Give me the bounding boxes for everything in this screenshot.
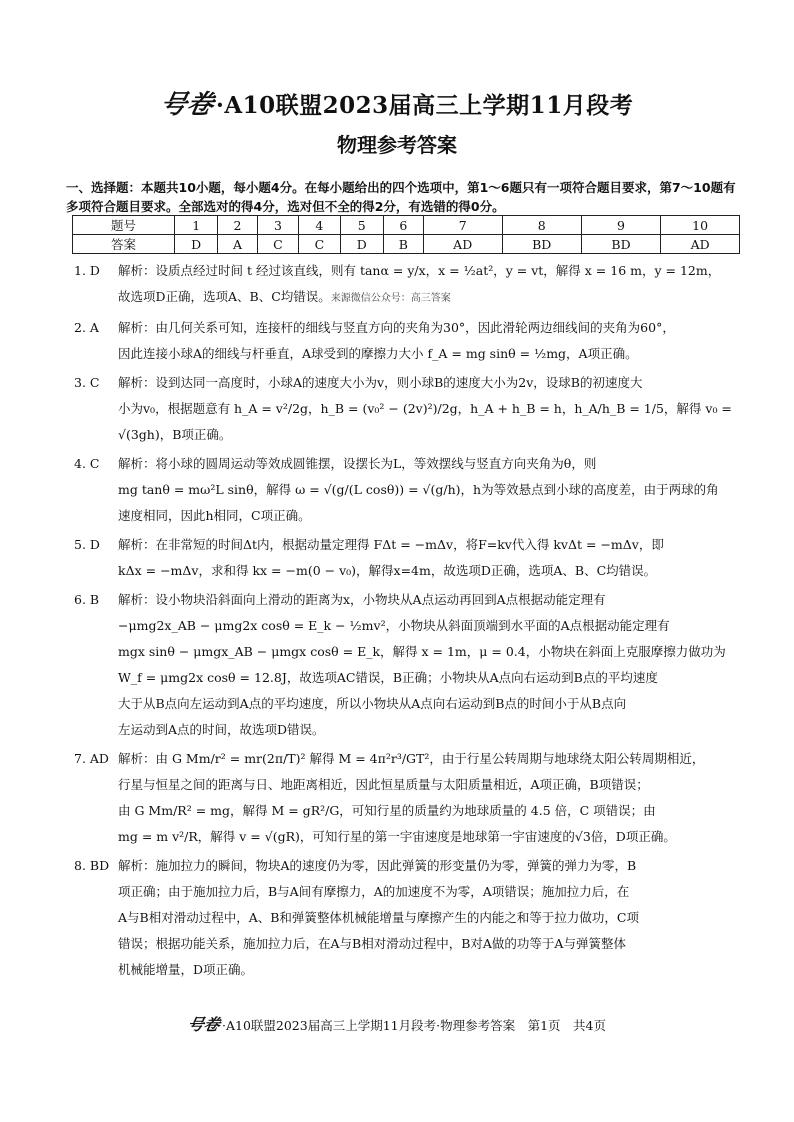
page-title: [0, 84, 794, 121]
item-number: 1. D: [74, 263, 100, 278]
question-number: 8: [502, 216, 581, 235]
solution-line: 行星与恒星之间的距离与日、地距离相近，因此恒星质量与太阳质量相近，A项正确，B项错误；: [118, 777, 649, 792]
page-footer: [0, 1012, 794, 1035]
solution-line: mg = m v²/R，解得 v = √(gR)，可知行星的第一宇宙速度是地球第一宇宙速度的√3倍，D项正确。: [118, 829, 676, 844]
item-number: 8. BD: [74, 858, 110, 873]
answer-cell: C: [257, 235, 298, 254]
solution-line: 解析：设质点经过时间 t 经过该直线，则有 tanα = y/x，x = ½at²，y = vt，解得 x = 16 m，y = 12m，: [118, 263, 721, 278]
solution-line: 解析：将小球的圆周运动等效成圆锥摆，设摆长为L，等效摆线与竖直方向夹角为θ，则: [118, 456, 597, 471]
question-number: 2: [218, 216, 257, 235]
answer-cell: A: [218, 235, 257, 254]
title-text: ·A10联盟2023届高三上学期11月段考: [215, 92, 634, 119]
solution-line: 机械能增量，D项正确。: [118, 962, 254, 977]
item-number: 5. D: [74, 537, 100, 552]
solution-list: [74, 258, 736, 986]
solution-line: 解析：由几何关系可知，连接杆的细线与竖直方向的夹角为30°，因此滑轮两边细线间的夹角为60°，: [118, 320, 675, 335]
answer-cell: C: [299, 235, 340, 254]
solution-line: 大于从B点向左运动到A点的平均速度，所以小物块从A点向右运动到B点的时间小于从B点向: [118, 696, 627, 711]
solution-line: 错误；根据功能关系，施加拉力后，在A与B相对滑动过程中，B对A做的功等于A与弹簧整体: [118, 936, 626, 951]
item-number: 6. B: [74, 592, 100, 607]
solution-line: mg tanθ = mω²L sinθ，解得 ω = √(g/(L cosθ)) = √(g/h)，h为等效悬点到小球的高度差，由于两球的角: [118, 482, 719, 497]
solution-item: [74, 532, 736, 584]
question-number: 3: [257, 216, 298, 235]
solution-line: 由 G Mm/R² = mg，解得 M = gR²/G，可知行星的质量约为地球质量的 4.5 倍，C 项错误；由: [118, 803, 656, 818]
question-number: 5: [340, 216, 383, 235]
solution-line: 解析：由 G Mm/r² = mr(2π/T)² 解得 M = 4π²r³/GT²，由于行星公转周期与地球绕太阳公转周期相近，: [118, 751, 705, 766]
row-label: 题号: [73, 216, 175, 235]
footer-logo: 号卷: [185, 1015, 222, 1034]
item-number: 3. C: [74, 375, 100, 390]
solution-item: [74, 746, 736, 850]
question-number: 9: [581, 216, 660, 235]
solution-line: 因此连接小球A的细线与杆垂直，A球受到的摩擦力大小 f_A = mg sinθ = ½mg，A项正确。: [118, 346, 638, 361]
solution-item: [74, 451, 736, 529]
solution-item: [74, 315, 736, 367]
solution-item: [74, 258, 736, 312]
solution-line: 小为v₀，根据题意有 h_A = v²/2g，h_B = (v₀² − (2v)²)/2g，h_A + h_B = h，h_A/h_B = 1/5，解得 v₀ = √(3gh)，B项正确。: [118, 401, 732, 442]
item-number: 7. AD: [74, 751, 109, 766]
solution-line: 解析：施加拉力的瞬间，物块A的速度仍为零，因此弹簧的形变量仍为零，弹簧的弹力为零，B: [118, 858, 637, 873]
question-number: 10: [661, 216, 740, 235]
solution-line: 解析：设小物块沿斜面向上滑动的距离为x，小物块从A点运动再回到A点根据动能定理有: [118, 592, 606, 607]
answer-table: [72, 215, 740, 254]
answer-table-answer-row: [73, 235, 740, 254]
solution-item: [74, 587, 736, 743]
question-number: 7: [423, 216, 502, 235]
solution-line: 速度相同，因此h相同，C项正确。: [118, 508, 311, 523]
question-number: 6: [383, 216, 423, 235]
brand-logo: 号卷: [157, 90, 217, 120]
item-number: 2. A: [74, 320, 99, 335]
solution-line: kΔx = −mΔv，求和得 kx = −m(0 − v₀)，解得x=4m，故选项D正确，选项A、B、C均错误。: [118, 563, 657, 578]
answer-cell: AD: [661, 235, 740, 254]
solution-line: 左运动到A点的时间，故选项D错误。: [118, 722, 325, 737]
page-subtitle: 物理参考答案: [337, 133, 457, 157]
question-number: 4: [299, 216, 340, 235]
answer-cell: B: [383, 235, 423, 254]
solution-line-text: 故选项D正确，选项A、B、C均错误。: [118, 289, 331, 304]
solution-line: A与B相对滑动过程中，A、B和弹簧整体机械能增量与摩擦产生的内能之和等于拉力做功，C项: [118, 910, 639, 925]
answer-table-number-row: [73, 216, 740, 235]
section-instructions: 一、选择题：本题共10小题，每小题4分。在每小题给出的四个选项中，第1～6题只有一项符合题目要求，第7～10题有多项符合题目要求。全部选对的得4分，选对但不全的得2分，有选错的得0分。: [66, 180, 736, 214]
solution-item: [74, 370, 736, 448]
item-number: 4. C: [74, 456, 100, 471]
solution-line: 解析：在非常短的时间Δt内，根据动量定理得 FΔt = −mΔv，将F=kv代入得 kvΔt = −mΔv，即: [118, 537, 664, 552]
answer-cell: BD: [581, 235, 660, 254]
source-note: 来源微信公众号：高三答案: [330, 293, 451, 304]
answer-cell: AD: [423, 235, 502, 254]
solution-line: 解析：设到达同一高度时，小球A的速度大小为v，则小球B的速度大小为2v，设球B的初速度大: [118, 375, 643, 390]
solution-line: mgx sinθ − μmgx_AB − μmgx cosθ = E_k，解得 x = 1m，μ = 0.4，小物块在斜面上克服摩擦力做功为: [118, 644, 726, 659]
footer-text: ·A10联盟2023届高三上学期11月段考·物理参考答案 第1页 共4页: [222, 1018, 607, 1033]
answer-cell: D: [340, 235, 383, 254]
answer-cell: D: [175, 235, 218, 254]
question-number: 1: [175, 216, 218, 235]
row-label: 答案: [73, 235, 175, 254]
solution-line: 项正确；由于施加拉力后，B与A间有摩擦力，A的加速度不为零，A项错误；施加拉力后，在: [118, 884, 630, 899]
solution-line: −μmg2x_AB − μmg2x cosθ = E_k − ½mv²，小物块从斜面顶端到水平面的A点根据动能定理有: [118, 618, 670, 633]
header: [0, 84, 794, 158]
solution-item: [74, 853, 736, 983]
solution-line: W_f = μmg2x cosθ = 12.8J，故选项AC错误，B正确；小物块从A点向右运动到B点的平均速度: [118, 670, 658, 685]
answer-cell: BD: [502, 235, 581, 254]
solution-line: [118, 284, 736, 312]
